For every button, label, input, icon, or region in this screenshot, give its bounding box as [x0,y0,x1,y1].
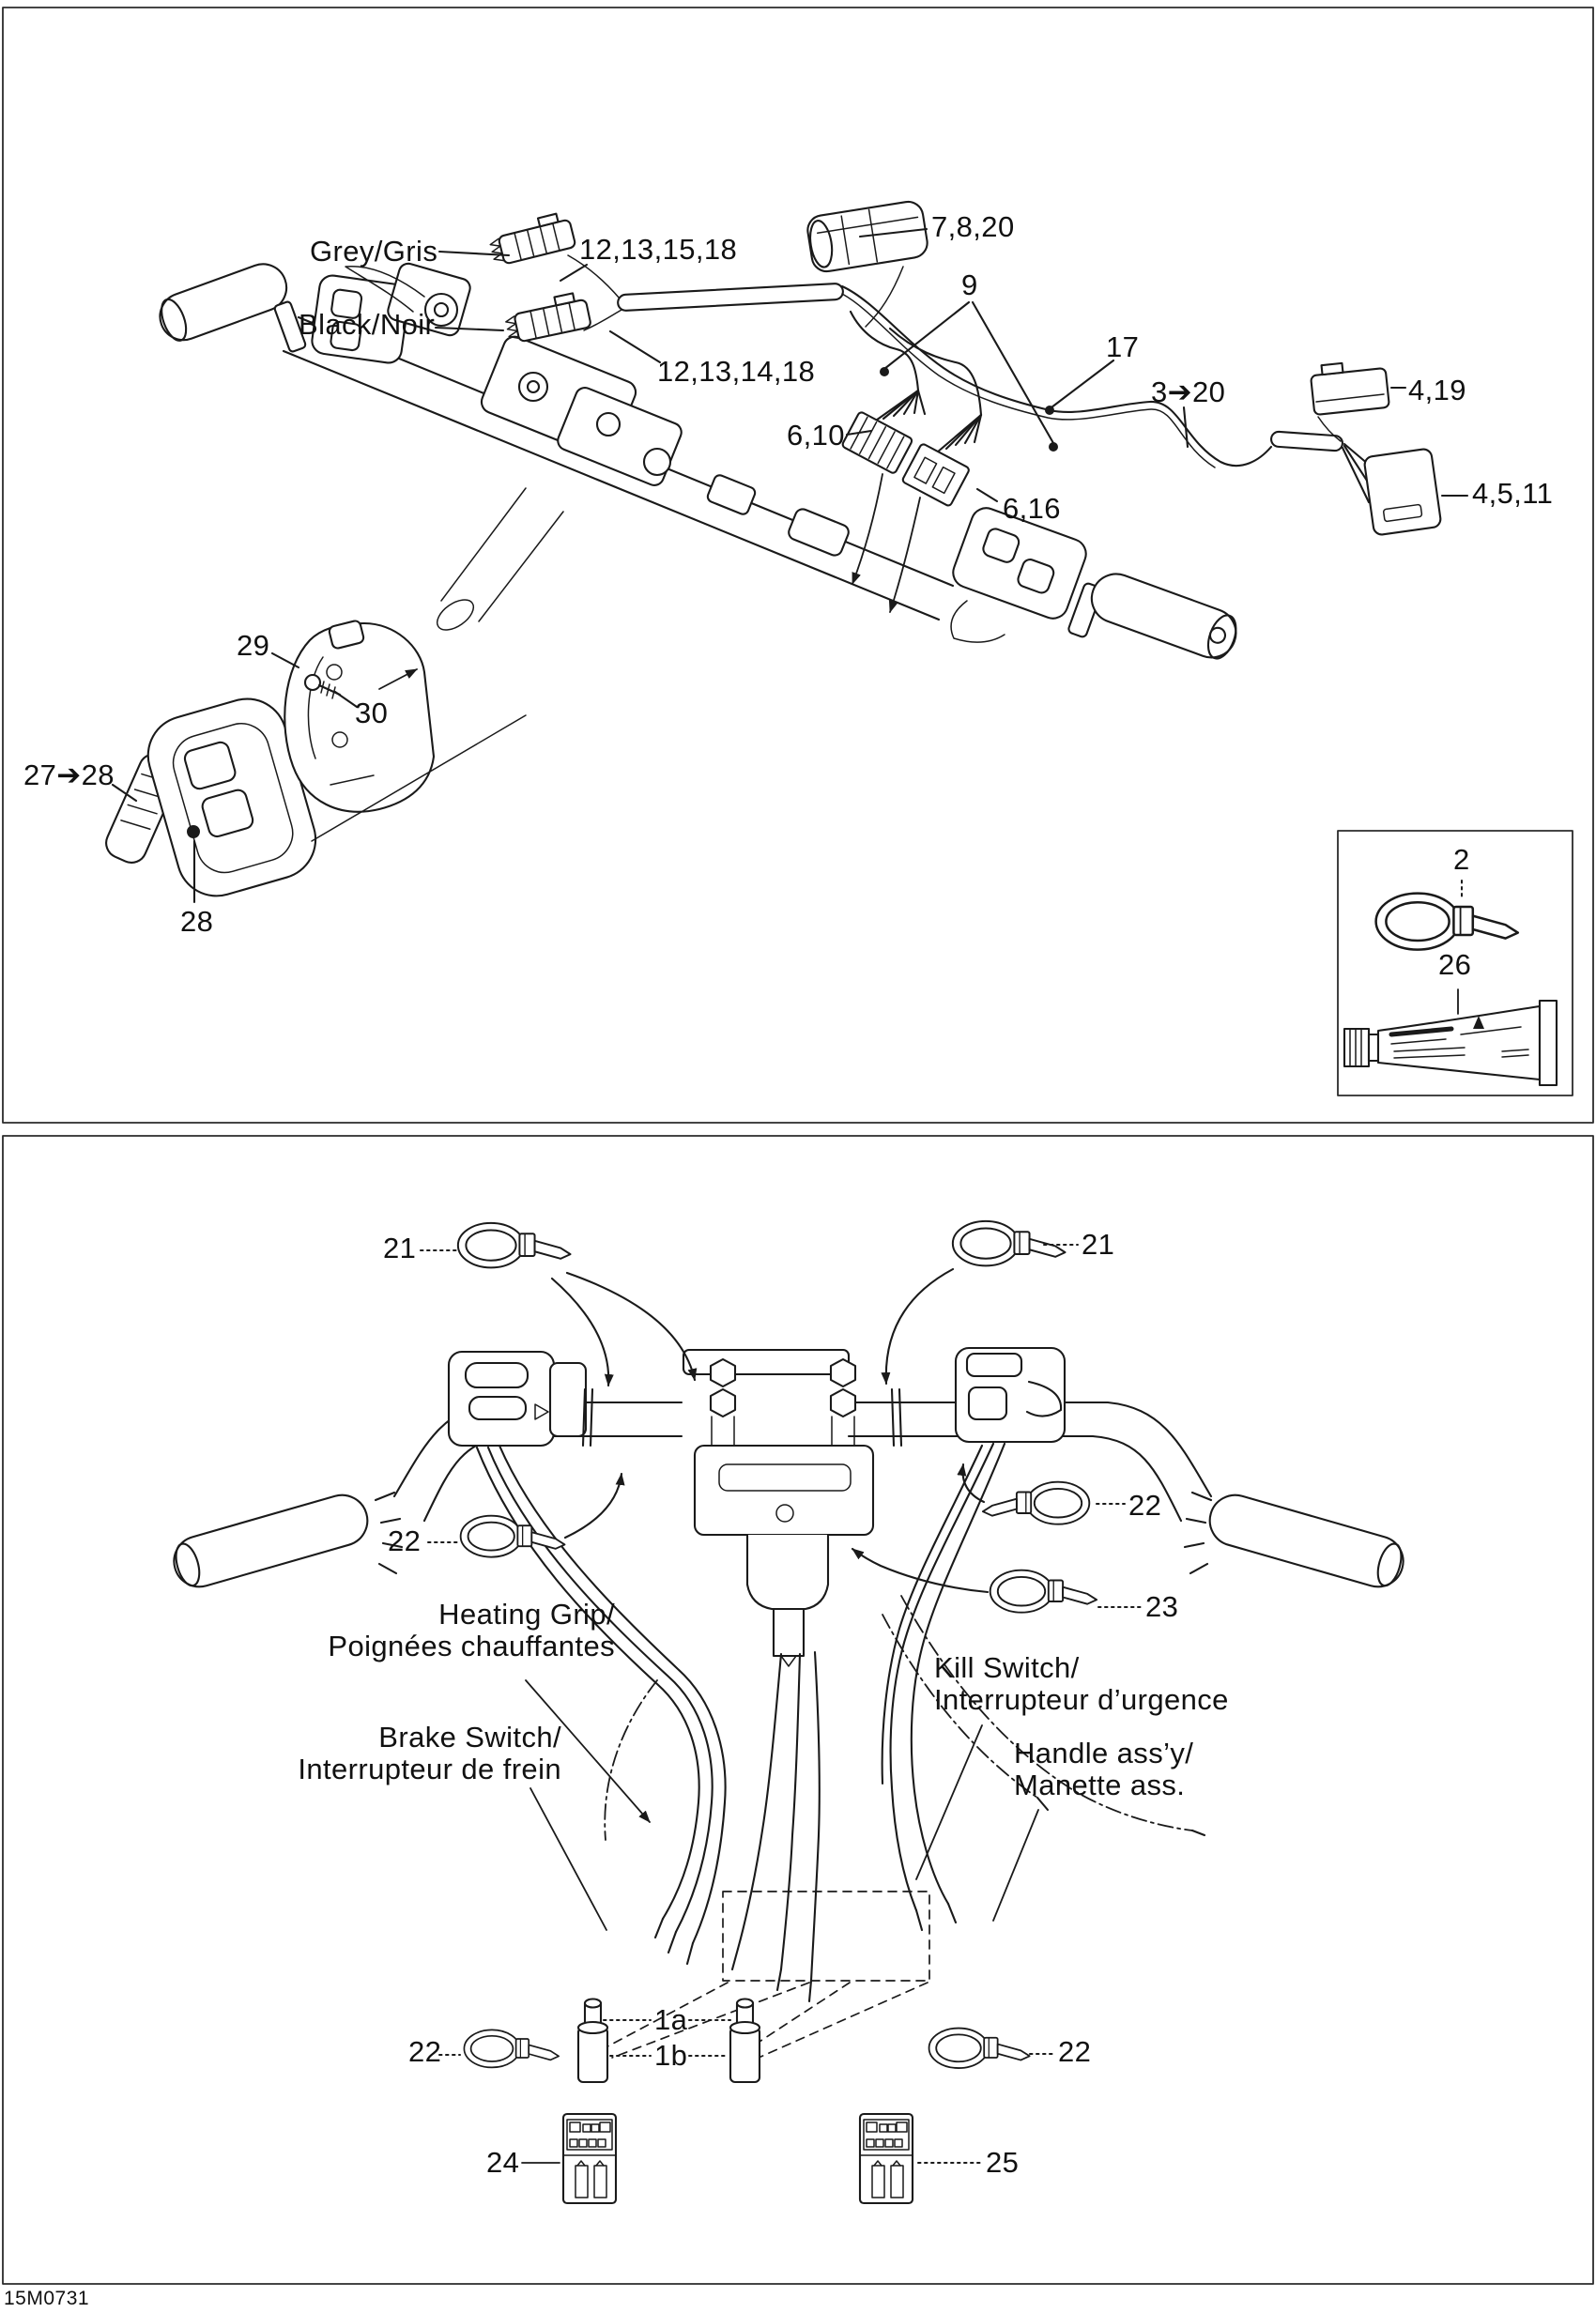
part-ref-7-8-20: 7,8,20 [931,210,1015,243]
part-ref-22-mid-left: 22 [388,1524,422,1557]
part-ref-9: 9 [961,268,978,301]
grey-connector [487,211,576,267]
module-4-5-11 [1364,448,1442,535]
part-ref-6-16: 6,16 [1003,492,1061,525]
part-ref-27-28: 27➔28 [23,758,115,791]
callout-heating-grip-fr: Poignées chauffantes [328,1630,615,1662]
callout-handle-assy-en: Handle ass’y/ [1014,1737,1194,1769]
part-ref-22-bottom-left: 22 [408,2035,442,2068]
part-ref-grey-connector: 12,13,15,18 [579,233,738,266]
part-ref-28: 28 [180,905,214,938]
inset-contents [1344,881,1557,1085]
part-ref-24: 24 [486,2146,520,2179]
top-panel-border [3,8,1593,1123]
part-ref-17: 17 [1106,330,1140,363]
part-ref-1a: 1a [654,2003,688,2036]
callout-kill-switch-en: Kill Switch/ [934,1651,1080,1684]
callout-heating-grip [277,1599,615,1662]
part-ref-black-connector: 12,13,14,18 [657,355,816,388]
part-ref-3-20: 3➔20 [1151,375,1226,408]
label-black-wire: Black/Noir [299,308,436,341]
part-ref-29: 29 [237,629,270,662]
connector-6-16 [901,443,970,507]
part-ref-23: 23 [1145,1590,1179,1623]
part-ref-4-19: 4,19 [1408,374,1466,406]
callout-handle-assy [1014,1738,1193,1801]
part-ref-22-bottom-right: 22 [1058,2035,1092,2068]
module-4-19 [1311,363,1389,415]
connector-6-10 [841,411,913,474]
drawing-number: 15M0731 [4,2288,90,2309]
part-ref-25: 25 [986,2146,1020,2179]
callout-kill-switch [934,1652,1229,1716]
callout-brake-switch-fr: Interrupteur de frein [298,1753,561,1785]
part-ref-26: 26 [1438,948,1472,981]
sealing-compound-tube [1344,1001,1557,1085]
callout-handle-assy-fr: Manette ass. [1014,1769,1186,1801]
exploded-switch-parts [101,620,526,905]
part-ref-21-right: 21 [1082,1228,1115,1261]
part-ref-6-10: 6,10 [787,419,845,452]
callout-brake-switch-en: Brake Switch/ [378,1721,561,1754]
label-grey-wire: Grey/Gris [310,235,438,268]
part-ref-1b: 1b [654,2039,688,2072]
callout-brake-switch [280,1722,561,1785]
part-ref-30: 30 [355,697,389,729]
callout-heating-grip-en: Heating Grip/ [438,1598,615,1631]
callout-kill-switch-fr: Interrupteur d’urgence [934,1683,1229,1716]
part-ref-21-left: 21 [383,1232,417,1264]
part-ref-2: 2 [1453,843,1470,876]
part-ref-4-5-11: 4,5,11 [1472,477,1554,510]
part-ref-22-mid-right: 22 [1128,1489,1162,1522]
